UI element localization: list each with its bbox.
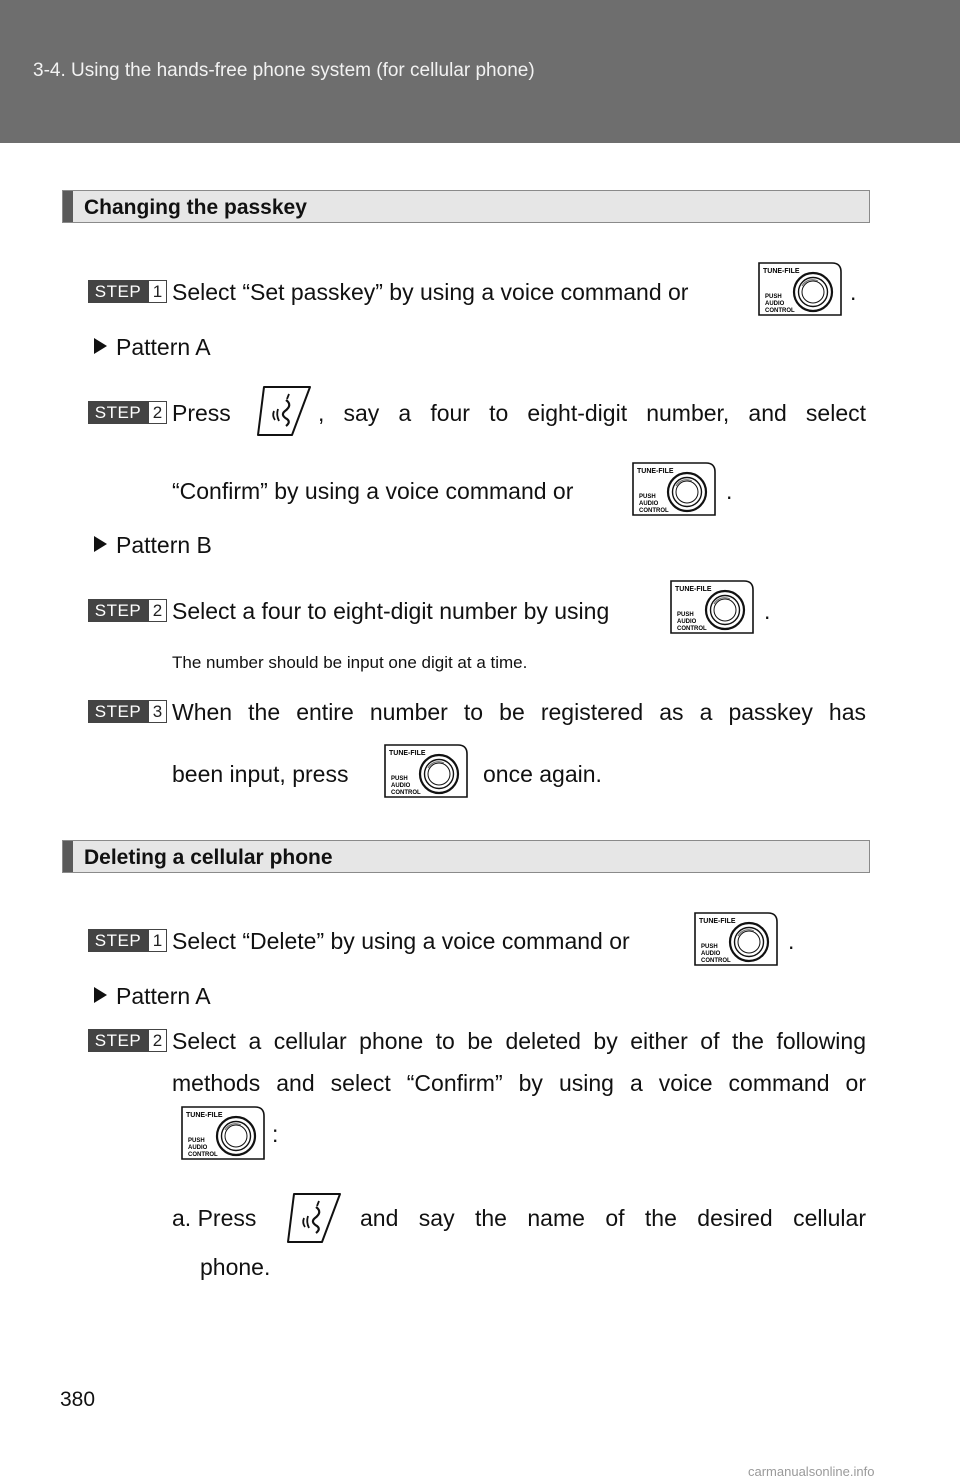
delete-step-1-badge <box>88 929 166 952</box>
tune-file-knob-icon <box>181 1106 265 1160</box>
pattern-a-label: Pattern A <box>116 983 211 1009</box>
delete-step-2-line-2: methods and select “Confirm” by using a voice command or <box>172 1070 866 1096</box>
talk-switch-icon <box>286 1190 342 1244</box>
step-label: STEP <box>88 401 148 424</box>
delete-step-2-badge <box>88 1029 166 1052</box>
step-3-end: once again. <box>483 761 602 787</box>
knob-label-3: CONTROL <box>391 790 421 796</box>
pattern-a-heading <box>94 334 211 361</box>
sub-item-a-press: a. Press <box>172 1205 257 1231</box>
sub-item-a-line-1: and say the name of the desired cellular <box>360 1205 866 1231</box>
step-label: STEP <box>88 280 148 303</box>
step-2a-line-1: , say a four to eight-digit number, and select <box>318 400 866 426</box>
step-label: STEP <box>88 599 148 622</box>
knob-top-label: TUNE-FILE <box>637 468 674 475</box>
knob-label-2: AUDIO <box>765 301 785 307</box>
knob-top-label: TUNE-FILE <box>699 918 736 925</box>
knob-top-label: TUNE-FILE <box>186 1112 223 1119</box>
step-3-badge <box>88 700 166 723</box>
pattern-a-label: Pattern A <box>116 334 211 360</box>
delete-step-1-text: Select “Delete” by using a voice command or <box>172 928 630 954</box>
knob-label-2: AUDIO <box>639 501 659 507</box>
tune-file-knob-icon <box>384 744 468 798</box>
tune-file-knob-icon <box>670 580 754 634</box>
talk-switch-icon <box>256 383 312 437</box>
knob-top-label: TUNE-FILE <box>389 750 426 757</box>
knob-label-3: CONTROL <box>188 1152 218 1158</box>
step-2b-badge <box>88 599 166 622</box>
page-number: 380 <box>60 1388 96 1411</box>
knob-label-3: CONTROL <box>677 626 707 632</box>
delete-pattern-a-heading <box>94 983 211 1010</box>
watermark: carmanualsonline.info <box>748 1464 875 1479</box>
knob-label-1: PUSH <box>188 1138 205 1144</box>
step-1-badge <box>88 280 166 303</box>
step-2b-text: Select a four to eight-digit number by using <box>172 598 610 624</box>
page-header <box>0 0 960 143</box>
knob-label-3: CONTROL <box>639 508 669 514</box>
header-title: 3-4. Using the hands-free phone system (for cellular phone) <box>33 60 535 81</box>
section-title: Deleting a cellular phone <box>84 846 333 869</box>
triangle-bullet-icon <box>94 987 107 1003</box>
step-number: 1 <box>148 280 167 303</box>
section-accent <box>63 191 73 222</box>
step-2b-note: The number should be input one digit at a time. <box>172 653 528 672</box>
knob-label-1: PUSH <box>639 494 656 500</box>
knob-label-2: AUDIO <box>701 951 721 957</box>
tune-file-knob-icon <box>694 912 778 966</box>
step-3-press: been input, press <box>172 761 349 787</box>
tune-file-knob-icon <box>758 262 842 316</box>
knob-top-label: TUNE-FILE <box>763 268 800 275</box>
step-label: STEP <box>88 929 148 952</box>
pattern-b-label: Pattern B <box>116 532 212 558</box>
section-deleting-phone <box>62 840 870 873</box>
section-accent <box>63 841 73 872</box>
triangle-bullet-icon <box>94 536 107 552</box>
step-2a-end: . <box>726 478 733 504</box>
knob-label-1: PUSH <box>391 776 408 782</box>
step-label: STEP <box>88 700 148 723</box>
step-1-text: Select “Set passkey” by using a voice command or <box>172 279 689 305</box>
knob-label-2: AUDIO <box>677 619 697 625</box>
knob-label-2: AUDIO <box>391 783 411 789</box>
sub-item-a-line-2: phone. <box>200 1254 271 1280</box>
step-number: 1 <box>148 929 167 952</box>
delete-step-2-colon: : <box>272 1121 279 1147</box>
knob-label-1: PUSH <box>765 294 782 300</box>
step-2b-end: . <box>764 598 771 624</box>
tune-file-knob-icon <box>632 462 716 516</box>
delete-step-2-line-1: Select a cellular phone to be deleted by either of the following <box>172 1028 866 1054</box>
knob-label-3: CONTROL <box>765 308 795 314</box>
step-number: 3 <box>148 700 167 723</box>
section-title: Changing the passkey <box>84 196 307 219</box>
step-2a-line-2: “Confirm” by using a voice command or <box>172 478 574 504</box>
triangle-bullet-icon <box>94 338 107 354</box>
knob-top-label: TUNE-FILE <box>675 586 712 593</box>
step-2a-press: Press <box>172 400 231 426</box>
knob-label-1: PUSH <box>701 944 718 950</box>
knob-label-2: AUDIO <box>188 1145 208 1151</box>
knob-label-1: PUSH <box>677 612 694 618</box>
step-number: 2 <box>148 1029 167 1052</box>
step-number: 2 <box>148 401 167 424</box>
step-number: 2 <box>148 599 167 622</box>
step-3-line-1: When the entire number to be registered as a passkey has <box>172 699 866 725</box>
delete-step-1-end: . <box>788 928 795 954</box>
step-label: STEP <box>88 1029 148 1052</box>
pattern-b-heading <box>94 532 212 559</box>
step-2-badge <box>88 401 166 424</box>
knob-label-3: CONTROL <box>701 958 731 964</box>
section-changing-passkey <box>62 190 870 223</box>
step-1-end: . <box>850 279 857 305</box>
